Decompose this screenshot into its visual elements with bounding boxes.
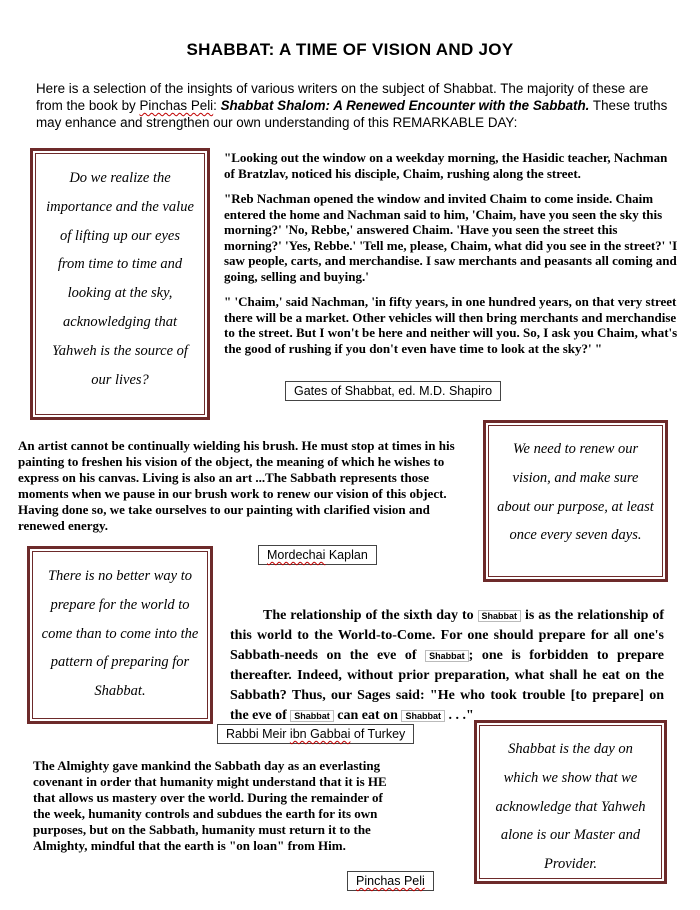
quote-box-text: There is no better way to prepare for the world to come than to come into the pattern of preparing for Shabbat. [41, 568, 199, 700]
quote-box-prepare [27, 546, 213, 724]
relationship-text-2: is as the relationship of this world to the World-to-Come. For one should prepare for all one's Sabbath-needs on the eve of [230, 608, 664, 664]
intro-colon: : [213, 98, 221, 113]
source-pinchas-peli [347, 871, 434, 891]
quote-box-text: We need to renew our vision, and make sure about our purpose, at least once every seven days. [497, 441, 654, 544]
source-rabbi-ibn-gabbai: ibn Gabbai [289, 727, 351, 741]
shabbat-chip: Shabbat [290, 710, 334, 722]
relationship-text-4: can eat on [333, 708, 402, 724]
relationship-text-3: ; one is forbidden to prepare thereafter. Indeed, without prior preparation, what shall he eat on the Sabbath? Thus, our Sages said: "He who took trouble [to prepare] on the eve of [230, 648, 664, 724]
quote-box-master-provider [474, 720, 667, 884]
intro-text-before: Here is a selection of the insights of various writers on the subject of Shabbat. The majority of these are from the book by [36, 81, 649, 113]
source-rabbi-suffix: of Turkey [350, 727, 406, 741]
relationship-paragraph [230, 606, 664, 727]
story-paragraph-1: "Looking out the window on a weekday morning, the Hasidic teacher, Nachman of Bratzlav, noticed his disciple, Chaim, rushing along the street. [224, 150, 668, 181]
shabbat-chip: Shabbat [425, 650, 469, 662]
artist-paragraph: An artist cannot be continually wielding his brush. He must stop at times in his painting to freshen his vision of the object, the meaning of which he wishes to express on his canvas. Living is also an art ...The Sabbath represents those moments when we pause in our brush work to renew our vision of this object. Having done so, we take ourselves to our painting with clarified vision and renewed energy. [18, 438, 455, 533]
source-rabbi-prefix: Rabbi Meir [226, 727, 290, 741]
intro-book-title: Shabbat Shalom: A Renewed Encounter with the Sabbath. [220, 98, 590, 113]
shabbat-chip: Shabbat [401, 710, 445, 722]
source-last-name: Kaplan [325, 548, 368, 562]
quote-box-renew-vision [483, 420, 668, 582]
intro-paragraph [36, 80, 676, 131]
quote-box-text: Shabbat is the day on which we show that we acknowledge that Yahweh alone is our Master and Provider. [495, 741, 646, 873]
intro-text-after: These truths may enhance and strengthen our own understanding of this REMARKABLE DAY: [36, 98, 668, 130]
quote-box-lifting-eyes [30, 148, 210, 420]
source-gates-of-shabbat: Gates of Shabbat, ed. M.D. Shapiro [285, 381, 501, 401]
page-title: SHABBAT: A TIME OF VISION AND JOY [186, 40, 514, 59]
almighty-paragraph: The Almighty gave mankind the Sabbath day as an everlasting covenant in order that humanity might understand that it is HE that allows us mastery over the world. During the remainder of the week, humanity controls and subdues the earth for its own purposes, but on the Sabbath, humanity must return it to the Almighty, mindful that the earth is "on loan" from Him. [33, 758, 387, 853]
source-rabbi-meir [217, 724, 414, 744]
source-mordechai-kaplan [258, 545, 377, 565]
source-first-name: Mordechai [267, 548, 326, 562]
quote-box-text: Do we realize the importance and the value of lifting up our eyes from time to time and looking at the sky, acknowledging that Yahweh is the source of our lives? [46, 170, 194, 388]
shabbat-chip: Shabbat [478, 610, 522, 622]
story-paragraph-3: " 'Chaim,' said Nachman, 'in fifty years, in one hundred years, on that very street there will be a market. Other vehicles will then bring merchants and merchandise to the street. But I won't be here and neither will you. So, I ask you Chaim, what's the good of rushing if you don't even have time to look at the sky?' " [224, 294, 678, 356]
intro-author: Pinchas Peli [139, 98, 214, 113]
story-paragraph-2: "Reb Nachman opened the window and invited Chaim to come inside. Chaim entered the home and Nachman said to him, 'Chaim, have you seen the sky this morning?' 'No, Rebbe,' answered Chaim. 'Have you seen the street this morning?' 'Yes, Rebbe.' 'Tell me, please, Chaim, what did you see in the street?' 'I saw people, carts, and merchandise. I saw merchants and peasants all coming and going, selling and buying.' [224, 191, 678, 284]
relationship-text-5: . . ." [444, 708, 474, 724]
hasidic-story [224, 150, 678, 356]
relationship-text-1: The relationship of the sixth day to [263, 608, 478, 624]
source-pinchas-peli-name: Pinchas Peli [356, 874, 425, 888]
